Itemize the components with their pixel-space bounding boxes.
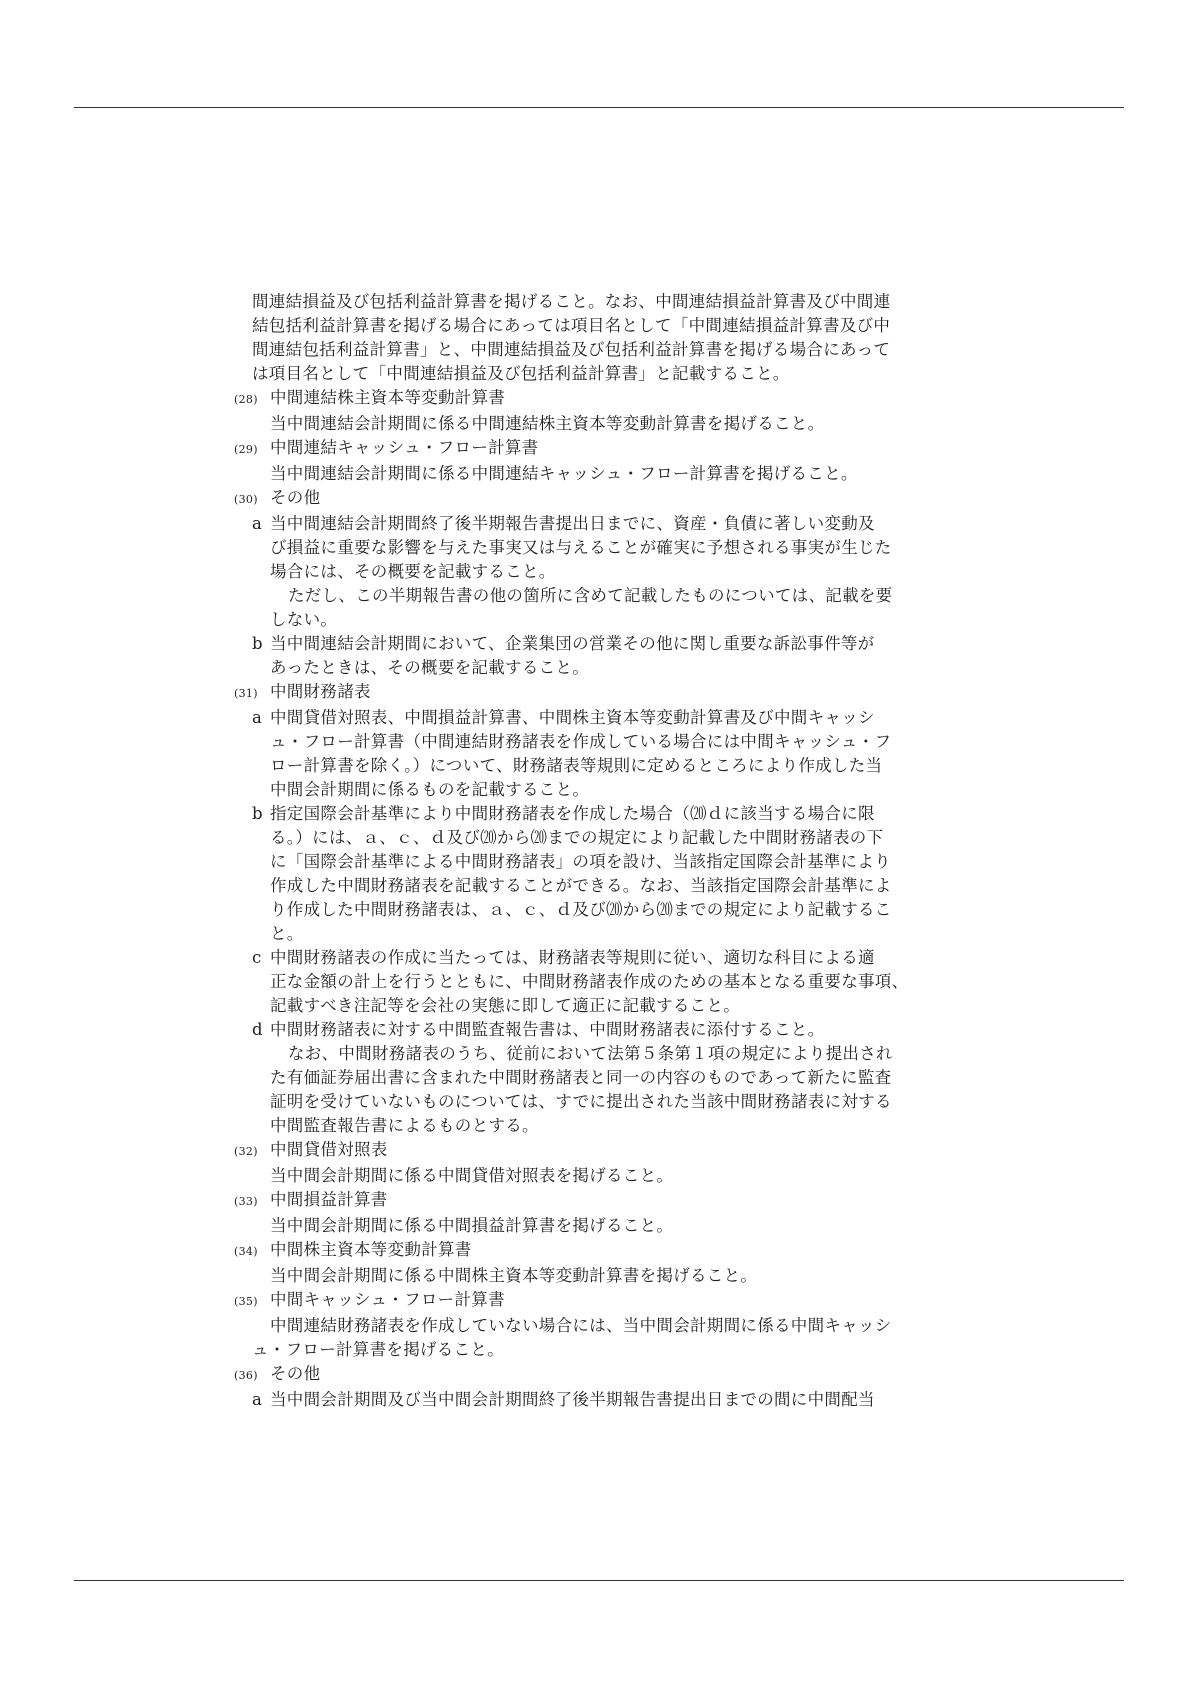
text-line: 作成した中間財務諸表を記載することができる。なお、当該指定国際会計基準によ <box>270 876 892 895</box>
text-line: り作成した中間財務諸表は、ａ、ｃ、ｄ及び⒇から⒇までの規定により記載するこ <box>270 900 892 919</box>
text-line: 中間財務諸表に対する中間監査報告書は、中間財務諸表に添付すること。 <box>270 1020 825 1039</box>
section-number: (35) <box>234 1295 258 1308</box>
section-number: (33) <box>234 1195 258 1208</box>
item-c <box>234 946 968 1018</box>
item-b <box>234 632 968 680</box>
text-line: 間連結損益及び包括利益計算書を掲げること。なお、中間連結損益計算書及び中間連 <box>252 292 891 311</box>
text-line: は項目名として「中間連結損益及び包括利益計算書」と記載すること。 <box>252 364 790 383</box>
text-line: 中間貸借対照表、中間損益計算書、中間株主資本等変動計算書及び中間キャッシ <box>270 708 875 727</box>
section-28 <box>234 386 968 436</box>
section-number: (36) <box>234 1369 258 1382</box>
text-line: しない。 <box>270 610 338 629</box>
text-line: る。）には、ａ、ｃ、ｄ及び⒇から⒇までの規定により記載した中間財務諸表の下 <box>270 828 884 847</box>
item-d <box>234 1018 968 1138</box>
section-body: 当中間連結会計期間に係る中間連結株主資本等変動計算書を掲げること。 <box>270 414 825 433</box>
text-line: 正な金額の計上を行うとともに、中間財務諸表作成のための基本となる重要な事項、 <box>270 972 909 991</box>
text-line: 中間監査報告書によるものとする。 <box>270 1116 539 1135</box>
text-line: と。 <box>270 924 304 943</box>
item-a <box>234 1388 968 1412</box>
section-number: (30) <box>234 493 258 506</box>
top-rule <box>74 107 1124 108</box>
bottom-rule <box>74 1580 1124 1581</box>
text-line: ュ・フロー計算書（中間連結財務諸表を作成している場合には中間キャッシュ・フ <box>270 732 892 751</box>
section-33 <box>234 1188 968 1238</box>
text-line: ロー計算書を除く。）について、財務諸表等規則に定めるところにより作成した当 <box>270 756 883 775</box>
text-line: 証明を受けていないものについては、すでに提出された当該中間財務諸表に対する <box>270 1092 892 1111</box>
section-number: (29) <box>234 443 258 456</box>
section-34 <box>234 1238 968 1288</box>
item-letter: a <box>252 1390 263 1409</box>
item-letter: d <box>252 1020 263 1039</box>
text-line: 当中間会計期間及び当中間会計期間終了後半期報告書提出日までの間に中間配当 <box>270 1390 875 1409</box>
item-b <box>234 802 968 946</box>
section-31 <box>234 680 968 1138</box>
item-letter: b <box>252 804 263 823</box>
text-line: 結包括利益計算書を掲げる場合にあっては項目名として「中間連結損益計算書及び中 <box>252 316 891 335</box>
text-line: 記載すべき注記等を会社の実態に即して適正に記載すること。 <box>270 996 741 1015</box>
text-line: 指定国際会計基準により中間財務諸表を作成した場合（⒇ｄに該当する場合に限 <box>270 804 875 823</box>
section-body: 当中間会計期間に係る中間損益計算書を掲げること。 <box>270 1216 674 1235</box>
text-line: ュ・フロー計算書を掲げること。 <box>252 1340 504 1359</box>
text-line: 場合には、その概要を記載すること。 <box>270 562 556 581</box>
text-line: 当中間連結会計期間において、企業集団の営業その他に関し重要な訴訟事件等が <box>270 634 875 653</box>
item-letter: a <box>252 514 263 533</box>
section-32 <box>234 1138 968 1188</box>
text-line: 中間会計期間に係るものを記載すること。 <box>270 780 590 799</box>
text-line: なお、中間財務諸表のうち、従前において法第５条第１項の規定により提出され <box>288 1044 893 1063</box>
item-letter: b <box>252 634 263 653</box>
text-line: び損益に重要な影響を与えた事実又は与えることが確実に予想される事実が生じた <box>270 538 892 557</box>
item-a <box>234 512 968 632</box>
section-36 <box>234 1362 968 1412</box>
intro-paragraph <box>252 290 968 386</box>
text-line: 間連結包括利益計算書」と、中間連結損益及び包括利益計算書を掲げる場合にあって <box>252 340 891 359</box>
section-body: 当中間連結会計期間に係る中間連結キャッシュ・フロー計算書を掲げること。 <box>270 464 858 483</box>
text-line: 当中間連結会計期間終了後半期報告書提出日までに、資産・負債に著しい変動及 <box>270 514 875 533</box>
text-line: た有価証券届出書に含まれた中間財務諸表と同一の内容のものであって新たに監査 <box>270 1068 892 1087</box>
section-title: 中間貸借対照表 <box>270 1140 388 1159</box>
section-body: 当中間会計期間に係る中間株主資本等変動計算書を掲げること。 <box>270 1266 758 1285</box>
section-title: その他 <box>270 1364 321 1383</box>
item-letter: a <box>252 708 263 727</box>
section-title: 中間連結キャッシュ・フロー計算書 <box>270 438 539 457</box>
item-a <box>234 706 968 802</box>
section-title: その他 <box>270 488 321 507</box>
section-number: (31) <box>234 687 258 700</box>
text-line: ただし、この半期報告書の他の箇所に含めて記載したものについては、記載を要 <box>288 586 893 605</box>
text-line: 中間連結財務諸表を作成していない場合には、当中間会計期間に係る中間キャッシ <box>270 1316 892 1335</box>
section-number: (28) <box>234 393 258 406</box>
section-35 <box>234 1288 968 1362</box>
section-number: (34) <box>234 1245 258 1258</box>
section-title: 中間連結株主資本等変動計算書 <box>270 388 506 407</box>
section-body: 当中間会計期間に係る中間貸借対照表を掲げること。 <box>270 1166 674 1185</box>
section-title: 中間株主資本等変動計算書 <box>270 1240 472 1259</box>
section-title: 中間損益計算書 <box>270 1190 388 1209</box>
text-line: 中間財務諸表の作成に当たっては、財務諸表等規則に従い、適切な科目による適 <box>270 948 875 967</box>
section-29 <box>234 436 968 486</box>
item-letter: c <box>252 948 262 967</box>
text-line: に「国際会計基準による中間財務諸表」の項を設け、当該指定国際会計基準により <box>270 852 891 871</box>
document-body <box>234 290 968 1412</box>
section-title: 中間財務諸表 <box>270 682 371 701</box>
text-line: あったときは、その概要を記載すること。 <box>270 658 590 677</box>
section-number: (32) <box>234 1145 258 1158</box>
section-title: 中間キャッシュ・フロー計算書 <box>270 1290 505 1309</box>
section-30 <box>234 486 968 680</box>
